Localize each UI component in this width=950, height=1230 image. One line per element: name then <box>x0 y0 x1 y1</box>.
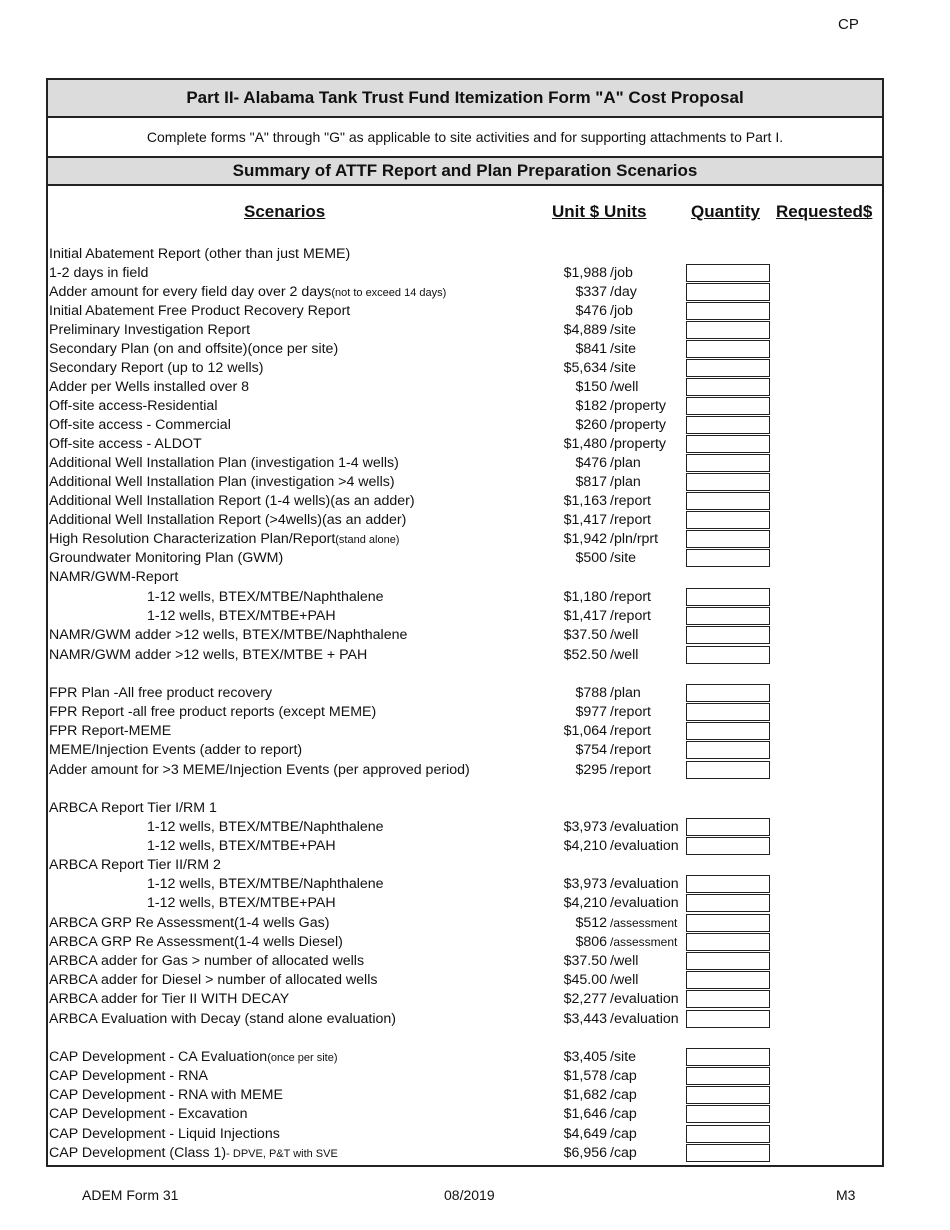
scenario-label <box>49 703 376 722</box>
quantity-input[interactable] <box>686 530 770 548</box>
quantity-input[interactable] <box>686 549 770 567</box>
unit-label: /site <box>610 341 637 357</box>
quantity-input[interactable] <box>686 1067 770 1085</box>
quantity-input[interactable] <box>686 492 770 510</box>
scenario-label-note: (not to exceed 14 days) <box>331 287 447 299</box>
scenario-label <box>147 837 336 856</box>
scenario-label <box>49 321 250 340</box>
unit-label: /well <box>610 953 639 969</box>
scenario-label-text: 1-12 wells, BTEX/MTBE/Naphthalene <box>147 589 384 605</box>
unit-price: $3,405 <box>563 1049 607 1065</box>
unit-price: $1,417 <box>563 512 607 528</box>
scenario-label <box>49 741 302 760</box>
scenario-label-text: ARBCA GRP Re Assessment(1-4 wells Diesel) <box>49 934 343 950</box>
footer-date: 08/2019 <box>444 1187 495 1203</box>
unit-price: $52.50 <box>563 647 607 663</box>
unit-label: /site <box>610 360 637 376</box>
quantity-input[interactable] <box>686 684 770 702</box>
unit-label: /property <box>610 417 666 433</box>
scenario-label-text: 1-12 wells, BTEX/MTBE/Naphthalene <box>147 876 384 892</box>
scenario-label-text: 1-12 wells, BTEX/MTBE/Naphthalene <box>147 819 384 835</box>
unit-label: /pln/rprt <box>610 531 659 547</box>
scenario-label <box>49 722 171 741</box>
scenario-label-text: Initial Abatement Report (other than just MEME) <box>49 246 351 262</box>
unit-price: $6,956 <box>563 1145 607 1161</box>
scenario-label-text: Additional Well Installation Report (>4wells)(as an adder) <box>49 512 407 528</box>
scenario-label-text: Additional Well Installation Plan (investigation 1-4 wells) <box>49 455 399 471</box>
scenario-label-text: CAP Development - CA Evaluation <box>49 1049 268 1065</box>
scenario-label <box>147 894 336 913</box>
quantity-input[interactable] <box>686 1010 770 1028</box>
scenario-label <box>49 1010 396 1029</box>
scenario-label <box>49 1067 208 1086</box>
unit-price: $476 <box>575 455 607 471</box>
unit-price: $337 <box>575 284 607 300</box>
quantity-input[interactable] <box>686 1086 770 1104</box>
unit-price: $806 <box>575 934 607 950</box>
quantity-input[interactable] <box>686 894 770 912</box>
scenario-label <box>49 952 364 971</box>
scenario-label <box>49 416 231 435</box>
scenario-label <box>49 302 350 321</box>
scenario-label <box>49 340 338 359</box>
scenario-label-note: (stand alone) <box>335 534 400 546</box>
scenario-label <box>49 1105 247 1124</box>
unit-price: $1,578 <box>563 1068 607 1084</box>
scenario-label <box>49 1144 338 1164</box>
scenario-label-text: CAP Development - RNA <box>49 1068 209 1084</box>
scenario-label-text: Off-site access-Residential <box>49 398 218 414</box>
unit-label: /report <box>610 742 652 758</box>
scenario-label-text: Groundwater Monitoring Plan (GWM) <box>49 550 284 566</box>
unit-label: /cap <box>610 1087 637 1103</box>
scenario-label-text: NAMR/GWM adder >12 wells, BTEX/MTBE/Naphthalene <box>49 627 408 643</box>
cost-proposal-form <box>46 78 884 1167</box>
scenario-label <box>49 568 178 587</box>
unit-label: /report <box>610 512 652 528</box>
unit-label: /plan <box>610 474 641 490</box>
unit-price: $1,417 <box>563 608 607 624</box>
unit-price: $788 <box>575 685 607 701</box>
unit-label: /site <box>610 1049 637 1065</box>
unit-price: $1,646 <box>563 1106 607 1122</box>
header-requested: Requested$ <box>776 202 873 221</box>
unit-label: /cap <box>610 1145 637 1161</box>
unit-label: /evaluation <box>610 838 679 854</box>
unit-label: /report <box>610 723 652 739</box>
unit-price: $150 <box>575 379 607 395</box>
unit-label: /property <box>610 398 666 414</box>
scenario-label-text: Additional Well Installation Plan (investigation >4 wells) <box>49 474 395 490</box>
unit-label: /well <box>610 627 639 643</box>
scenario-label-note: - DPVE, P&T with SVE <box>226 1148 338 1160</box>
unit-label: /plan <box>610 455 641 471</box>
footer-form-name: ADEM Form 31 <box>82 1187 179 1203</box>
quantity-input[interactable] <box>686 1125 770 1143</box>
scenario-label <box>49 245 350 264</box>
scenario-label <box>49 454 399 473</box>
quantity-input[interactable] <box>686 473 770 491</box>
scenario-label-text: MEME/Injection Events (adder to report) <box>49 742 303 758</box>
quantity-input[interactable] <box>686 588 770 606</box>
unit-label: /cap <box>610 1106 637 1122</box>
scenario-label-text: CAP Development - Liquid Injections <box>49 1126 280 1142</box>
scenario-label-text: NAMR/GWM adder >12 wells, BTEX/MTBE + PAH <box>49 647 368 663</box>
header-quantity: Quantity <box>691 202 760 221</box>
quantity-input[interactable] <box>686 283 770 301</box>
quantity-input[interactable] <box>686 1048 770 1066</box>
unit-label: /report <box>610 589 652 605</box>
scenario-label-text: ARBCA adder for Tier II WITH DECAY <box>49 991 290 1007</box>
scenario-label-text: 1-12 wells, BTEX/MTBE+PAH <box>147 838 336 854</box>
quantity-input[interactable] <box>686 761 770 779</box>
unit-price: $1,064 <box>563 723 607 739</box>
scenario-label-text: ARBCA adder for Diesel > number of allocated wells <box>49 972 378 988</box>
unit-label: /site <box>610 550 637 566</box>
scenario-label-text: CAP Development (Class 1) <box>49 1145 227 1161</box>
scenario-label-text: High Resolution Characterization Plan/Report <box>49 531 336 547</box>
scenario-label <box>49 626 407 645</box>
unit-price: $3,443 <box>563 1011 607 1027</box>
unit-price: $4,210 <box>563 895 607 911</box>
unit-label: /evaluation <box>610 819 679 835</box>
scenario-label <box>49 264 148 283</box>
quantity-input[interactable] <box>686 837 770 855</box>
scenario-label-text: Adder amount for >3 MEME/Injection Events (per approved period) <box>49 762 470 778</box>
unit-label: /evaluation <box>610 991 679 1007</box>
scenario-label-text: ARBCA Report Tier II/RM 2 <box>49 857 221 873</box>
scenario-label-text: CAP Development - RNA with MEME <box>49 1087 283 1103</box>
scenario-label-text: Secondary Report (up to 12 wells) <box>49 360 264 376</box>
quantity-input[interactable] <box>686 703 770 721</box>
quantity-input[interactable] <box>686 1105 770 1123</box>
unit-price: $1,988 <box>563 265 607 281</box>
unit-price: $3,973 <box>563 876 607 892</box>
unit-label: /report <box>610 493 652 509</box>
quantity-input[interactable] <box>686 340 770 358</box>
unit-price: $4,210 <box>563 838 607 854</box>
unit-price: $45.00 <box>563 972 607 988</box>
quantity-input[interactable] <box>686 952 770 970</box>
scenario-label-text: FPR Report-MEME <box>49 723 172 739</box>
scenario-label <box>49 799 217 818</box>
unit-price: $500 <box>575 550 607 566</box>
scenario-label <box>49 914 329 933</box>
unit-label: /report <box>610 704 652 720</box>
scenario-label <box>49 530 399 550</box>
unit-price: $841 <box>575 341 607 357</box>
unit-label: /well <box>610 972 639 988</box>
quantity-input[interactable] <box>686 321 770 339</box>
scenario-label-text: 1-2 days in field <box>49 265 149 281</box>
quantity-input[interactable] <box>686 1144 770 1162</box>
unit-price: $1,480 <box>563 436 607 452</box>
scenario-label-text: Additional Well Installation Report (1-4 wells)(as an adder) <box>49 493 415 509</box>
unit-label: /evaluation <box>610 876 679 892</box>
unit-price: $817 <box>575 474 607 490</box>
unit-price: $2,277 <box>563 991 607 1007</box>
unit-label: /report <box>610 608 652 624</box>
quantity-input[interactable] <box>686 914 770 932</box>
scenario-label-text: FPR Report -all free product reports (except MEME) <box>49 704 377 720</box>
scenario-label <box>49 856 221 875</box>
scenario-label <box>49 473 395 492</box>
quantity-input[interactable] <box>686 511 770 529</box>
scenario-label <box>49 435 202 454</box>
scenario-label <box>49 283 446 303</box>
quantity-input[interactable] <box>686 359 770 377</box>
unit-label: /job <box>610 265 633 281</box>
unit-label: /well <box>610 647 639 663</box>
quantity-input[interactable] <box>686 818 770 836</box>
scenario-label-text: NAMR/GWM-Report <box>49 569 179 585</box>
corner-mark: CP <box>838 16 859 33</box>
scenario-label-text: 1-12 wells, BTEX/MTBE+PAH <box>147 895 336 911</box>
quantity-input[interactable] <box>686 378 770 396</box>
quantity-input[interactable] <box>686 875 770 893</box>
quantity-input[interactable] <box>686 454 770 472</box>
unit-label: /evaluation <box>610 895 679 911</box>
scenario-label-text: Adder amount for every field day over 2 days <box>49 284 332 300</box>
scenario-label-text: Secondary Plan (on and offsite)(once per site) <box>49 341 339 357</box>
scenario-label <box>49 646 367 665</box>
scenario-label-text: ARBCA GRP Re Assessment(1-4 wells Gas) <box>49 915 330 931</box>
quantity-input[interactable] <box>686 435 770 453</box>
scenario-label <box>147 818 384 837</box>
unit-price: $37.50 <box>563 953 607 969</box>
unit-price: $5,634 <box>563 360 607 376</box>
footer-page: M3 <box>836 1187 856 1203</box>
unit-price: $1,942 <box>563 531 607 547</box>
unit-label: /cap <box>610 1126 637 1142</box>
scenario-label-text: CAP Development - Excavation <box>49 1106 248 1122</box>
scenario-label <box>49 990 289 1009</box>
unit-price: $1,682 <box>563 1087 607 1103</box>
scenario-label <box>147 875 384 894</box>
unit-price: $260 <box>575 417 607 433</box>
scenario-label <box>147 588 384 607</box>
unit-label: /well <box>610 379 639 395</box>
form-instructions: Complete forms "A" through "G" as applicable to site activities and for supporting attachments to Part I. <box>48 118 882 158</box>
scenario-label <box>147 607 336 626</box>
quantity-input[interactable] <box>686 264 770 282</box>
scenario-label <box>49 397 217 416</box>
scenario-label <box>49 971 377 990</box>
quantity-input[interactable] <box>686 741 770 759</box>
header-scenarios: Scenarios <box>244 202 326 221</box>
unit-label: /job <box>610 303 633 319</box>
unit-price: $512 <box>575 915 607 931</box>
unit-label: /assessment <box>610 935 678 949</box>
section-title: Summary of ATTF Report and Plan Preparation Scenarios <box>48 158 882 186</box>
unit-price: $754 <box>575 742 607 758</box>
quantity-input[interactable] <box>686 722 770 740</box>
quantity-input[interactable] <box>686 416 770 434</box>
scenario-label-note: (once per site) <box>267 1052 338 1064</box>
scenario-label <box>49 359 264 378</box>
scenario-label-text: Preliminary Investigation Report <box>49 322 251 338</box>
unit-price: $4,889 <box>563 322 607 338</box>
scenario-label-text: ARBCA Report Tier I/RM 1 <box>49 800 217 816</box>
quantity-input[interactable] <box>686 971 770 989</box>
unit-price: $977 <box>575 704 607 720</box>
quantity-input[interactable] <box>686 646 770 664</box>
unit-label: /cap <box>610 1068 637 1084</box>
scenario-label <box>49 1086 283 1105</box>
unit-price: $37.50 <box>563 627 607 643</box>
unit-price: $1,163 <box>563 493 607 509</box>
quantity-input[interactable] <box>686 626 770 644</box>
quantity-input[interactable] <box>686 990 770 1008</box>
scenario-label-text: ARBCA adder for Gas > number of allocated wells <box>49 953 365 969</box>
scenario-label <box>49 549 283 568</box>
quantity-input[interactable] <box>686 397 770 415</box>
scenario-label-text: Adder per Wells installed over 8 <box>49 379 250 395</box>
quantity-input[interactable] <box>686 607 770 625</box>
scenario-label-text: 1-12 wells, BTEX/MTBE+PAH <box>147 608 336 624</box>
unit-label: /report <box>610 762 652 778</box>
quantity-input[interactable] <box>686 933 770 951</box>
scenario-label <box>49 1048 338 1068</box>
unit-price: $1,180 <box>563 589 607 605</box>
unit-label: /site <box>610 322 637 338</box>
scenario-label-text: ARBCA Evaluation with Decay (stand alone evaluation) <box>49 1011 396 1027</box>
form-title: Part II- Alabama Tank Trust Fund Itemization Form "A" Cost Proposal <box>48 80 882 118</box>
unit-label: /property <box>610 436 666 452</box>
scenario-label <box>49 378 249 397</box>
unit-price: $295 <box>575 762 607 778</box>
unit-label: /plan <box>610 685 641 701</box>
scenario-label <box>49 933 343 952</box>
scenario-label <box>49 1125 280 1144</box>
unit-price: $476 <box>575 303 607 319</box>
scenario-label-text: Off-site access - ALDOT <box>49 436 202 452</box>
scenario-label-text: Initial Abatement Free Product Recovery Report <box>49 303 351 319</box>
unit-price: $3,973 <box>563 819 607 835</box>
unit-label: /day <box>610 284 637 300</box>
scenario-label-text: FPR Plan -All free product recovery <box>49 685 273 701</box>
scenario-label-text: Off-site access - Commercial <box>49 417 231 433</box>
scenario-label <box>49 492 415 511</box>
unit-price: $4,649 <box>563 1126 607 1142</box>
scenario-label <box>49 511 406 530</box>
unit-price: $182 <box>575 398 607 414</box>
scenario-label <box>49 761 470 780</box>
header-unit-price-units: Unit $ Units <box>552 202 647 221</box>
scenario-label <box>49 684 272 703</box>
unit-label: /evaluation <box>610 1011 679 1027</box>
quantity-input[interactable] <box>686 302 770 320</box>
unit-label: /assessment <box>610 916 678 930</box>
